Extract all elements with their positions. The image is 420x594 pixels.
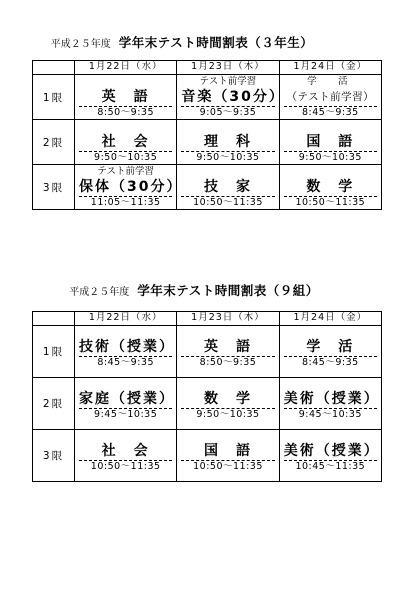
table-corner: [33, 61, 75, 75]
table-row: [33, 378, 382, 430]
cell-subject: （テスト前学習）: [284, 88, 377, 107]
period-label: 3限: [33, 430, 75, 482]
cell-time: 9:50～10:35: [94, 152, 158, 163]
title-year: 平成２５年度: [50, 39, 111, 50]
timetable-cell: [75, 165, 183, 210]
cell-time: 8:45～9:35: [301, 357, 359, 368]
table-row: [33, 165, 382, 210]
timetable-class9: [32, 311, 382, 482]
cell-subject: 技 家: [181, 178, 274, 197]
cell-time: 9:45～10:35: [94, 409, 158, 420]
cell-subject: 音楽（30分）: [181, 89, 285, 105]
timetable-cell: [279, 75, 381, 120]
cell-subject: 学 活: [284, 338, 377, 357]
title-year: 平成２５年度: [69, 287, 130, 298]
cell-subject: 英 語: [181, 338, 274, 357]
cell-time: 9:45～10:35: [298, 409, 362, 420]
day-header: 1月23日（木）: [177, 312, 279, 326]
cell-subject: 国 語: [284, 133, 377, 152]
timetable-cell: [279, 378, 381, 430]
period-label: 2限: [33, 120, 75, 165]
cell-time: 8:45～9:35: [97, 357, 154, 368]
cell-time: 9:50～10:35: [196, 409, 260, 420]
cell-time: 10:50～11:35: [193, 461, 263, 472]
cell-subject: 美術（授業）: [283, 443, 380, 459]
cell-subject: 国 語: [181, 442, 274, 461]
timetable-cell: [75, 326, 177, 378]
cell-time: 9:50～10:35: [196, 152, 260, 163]
period-label: 2限: [33, 378, 75, 430]
cell-subject: 数 学: [284, 178, 377, 197]
cell-subject: 家庭（授業）: [79, 391, 176, 407]
cell-time: 9:05～9:35: [199, 107, 257, 118]
day-header: 1月22日（水）: [75, 312, 177, 326]
period-label: 1限: [33, 326, 75, 378]
timetable-cell: [279, 120, 381, 165]
cell-subject: 技術（授業）: [79, 339, 176, 355]
cell-time: 10:50～11:35: [295, 197, 366, 208]
cell-time: 10:50～11:35: [90, 461, 161, 472]
timetable-title-class9: [0, 280, 404, 299]
cell-subject: 数 学: [181, 390, 274, 409]
timetable-cell: [279, 165, 381, 210]
period-label: 1限: [33, 75, 75, 120]
table-row: [33, 120, 382, 165]
cell-time: 8:45～9:35: [301, 107, 359, 118]
timetable-cell: [279, 430, 381, 482]
timetable-cell: [75, 75, 177, 120]
timetable-cell: [75, 120, 177, 165]
table-row: [33, 430, 382, 482]
table-row: [33, 326, 382, 378]
timetable-cell: [177, 120, 279, 165]
timetable-cell: [279, 326, 381, 378]
cell-time: 8:50～9:35: [199, 357, 257, 368]
day-header: 1月24日（金）: [279, 61, 381, 75]
title-main: 学年末テスト時間割表（３年生）: [118, 35, 314, 50]
table-row: [33, 75, 382, 120]
title-main: 学年末テスト時間割表（９組）: [137, 283, 319, 298]
cell-subject: 英 語: [79, 88, 172, 107]
cell-time: 10:50～11:35: [193, 197, 263, 208]
cell-time: 10:45～11:35: [295, 461, 366, 472]
timetable-cell: [177, 430, 279, 482]
cell-subject: 保体（30分）: [79, 179, 183, 195]
cell-subject: 理 科: [181, 133, 274, 152]
timetable-cell: [177, 378, 279, 430]
timetable-cell: [75, 430, 177, 482]
period-label: 3限: [33, 165, 75, 210]
cell-note: テスト前学習: [199, 76, 257, 87]
timetable-cell: [177, 165, 279, 210]
timetable-cell: [75, 378, 177, 430]
timetable-title-grade3: [0, 32, 392, 51]
day-header: 1月24日（金）: [279, 312, 381, 326]
cell-time: 11:05～11:35: [90, 197, 161, 208]
day-header: 1月22日（水）: [75, 61, 177, 75]
day-header: 1月23日（木）: [177, 61, 279, 75]
timetable-cell: [177, 75, 285, 120]
cell-subject: 社 会: [79, 133, 172, 152]
cell-subject: 美術（授業）: [283, 391, 380, 407]
timetable-cell: [177, 326, 279, 378]
cell-note: テスト前学習: [97, 166, 154, 177]
table-corner: [33, 312, 75, 326]
cell-note: 学 活: [307, 76, 354, 87]
cell-time: 8:50～9:35: [97, 107, 154, 118]
timetable-grade3: [32, 60, 382, 210]
cell-time: 9:50～10:35: [298, 152, 362, 163]
cell-subject: 社 会: [79, 442, 172, 461]
